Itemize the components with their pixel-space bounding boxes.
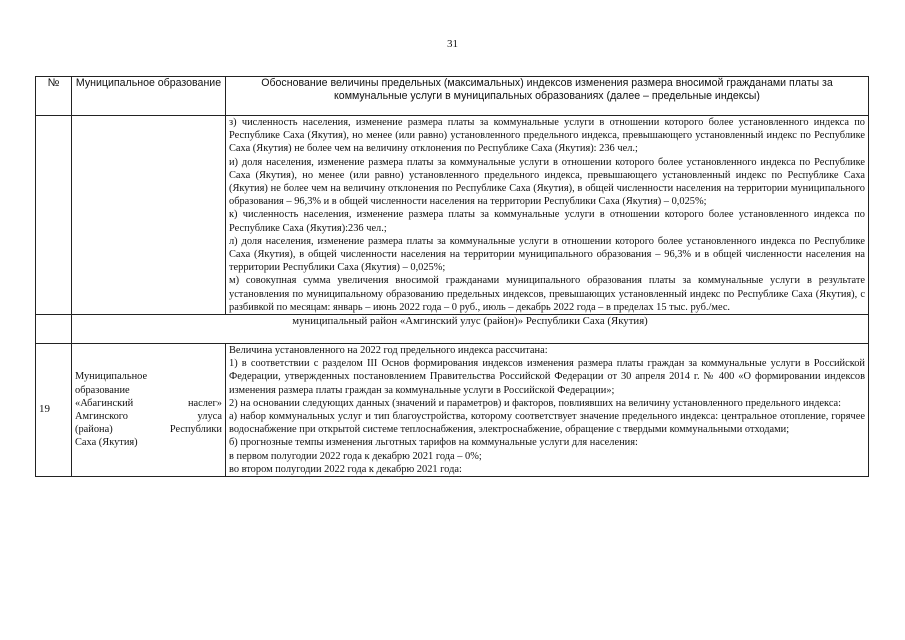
paragraph-z: з) численность населения, изменение размера платы за коммунальные услуги в отношении которого более установленного индекса по Республике Саха (Якутия), но менее (или равно) установленного предельного индекса, превышающего установленный индекс по Республике Саха (Якутия) не более чем на величину отклонения по Республике Саха (Якутия): 236 чел.; bbox=[229, 117, 865, 155]
paragraph-l: л) доля населения, изменение размера платы за коммунальные услуги в отношении которого более установленного индекса по Республике Саха (Якутия), в общей численности населения на территории муниципального образования – 96,3% и в общей численности населения на территории Республики Саха (Якутия) – 0,025%; bbox=[229, 235, 865, 274]
paragraph-intro: Величина установленного на 2022 год предельного индекса рассчитана: bbox=[229, 345, 548, 357]
section-number-cell bbox=[36, 315, 72, 344]
table-row-continued bbox=[36, 116, 869, 315]
paragraph-b: б) прогнозные темпы изменения льготных тарифов на коммунальные услуги для населения: bbox=[229, 437, 638, 449]
table-header-row bbox=[36, 77, 869, 116]
paragraph-2: 2) на основании следующих данных (значений и параметров) и факторов, повлиявших на величину установленного предельного индекса: bbox=[229, 397, 842, 409]
paragraph-1: 1) в соответствии с разделом III Основ формирования индексов изменения размера платы граждан за коммунальные услуги в Российской Федерации, утвержденных постановлением Правительства Российской Федерации от 30 апреля 2014 г. № 400 «О формировании индексов изменения размера платы граждан за коммунальные услуги в Российской Федерации»; bbox=[229, 358, 865, 396]
section-row bbox=[36, 315, 869, 344]
paragraph-second-half: во втором полугодии 2022 года к декабрю 2021 года: bbox=[229, 463, 462, 475]
municipality-cell bbox=[72, 344, 226, 477]
page-number: 31 bbox=[447, 38, 458, 50]
header-justification: Обоснование величины предельных (максимальных) индексов изменения размера вносимой гражданами платы за коммунальные услуги в муниципальных образованиях (далее – предельные индексы) bbox=[226, 77, 869, 116]
header-number: № bbox=[36, 77, 72, 116]
table-row-19 bbox=[36, 344, 869, 477]
header-municipality: Муниципальное образование bbox=[72, 77, 226, 116]
paragraph-k: к) численность населения, изменение размера платы за коммунальные услуги в отношении которого более установленного индекса по Республике Саха (Якутия):236 чел.; bbox=[229, 209, 865, 234]
municipality-line: Амгинского улуса bbox=[75, 411, 222, 423]
justification-cell bbox=[226, 344, 869, 477]
municipality-line: образование bbox=[75, 384, 130, 396]
continued-justification-cell bbox=[226, 116, 869, 315]
continued-municipality-cell bbox=[72, 116, 226, 315]
row-number: 19 bbox=[36, 344, 72, 477]
municipality-line: Саха (Якутия) bbox=[75, 437, 138, 449]
municipality-line: (района) Республики bbox=[75, 424, 222, 436]
continued-number-cell bbox=[36, 116, 72, 315]
indices-table bbox=[35, 76, 869, 477]
paragraph-first-half: в первом полугодии 2022 года к декабрю 2021 года – 0%; bbox=[229, 450, 482, 462]
paragraph-i: и) доля населения, изменение размера платы за коммунальные услуги в отношении которого более установленного индекса по Республике Саха (Якутия), но менее (или равно) установленного предельного индекса, превышающего установленный индекс по Республике Саха (Якутия) не более чем на величину отклонения по Республике Саха (Якутия), в общей численности населения на территории муниципального образования – 96,3% и в общей численности населения на территории Республики Саха (Якутия) – 0,025%; bbox=[229, 156, 865, 208]
municipality-line: «Абагинский наслег» bbox=[75, 397, 222, 409]
paragraph-m: м) совокупная сумма увеличения вносимой гражданами муниципального образования платы за коммунальные услуги в результате установления по муниципальному образованию предельных индексов, превышающих установленный индекс по Республике Саха (Якутия), с разбивкой по месяцам: январь – июнь 2022 года – 0 руб., июль – декабрь 2022 года – в пределах 15 тыс. руб./мес. bbox=[229, 275, 865, 313]
municipality-line: Муниципальное bbox=[75, 371, 148, 383]
paragraph-a: а) набор коммунальных услуг и тип благоустройства, которому соответствует значение предельного индекса: центральное отопление, горячее водоснабжение при открытой системе теплоснабжения, электроснабжение, обращение с твердыми коммунальными отходами; bbox=[229, 411, 865, 436]
section-title: муниципальный район «Амгинский улус (район)» Республики Саха (Якутия) bbox=[72, 315, 869, 344]
